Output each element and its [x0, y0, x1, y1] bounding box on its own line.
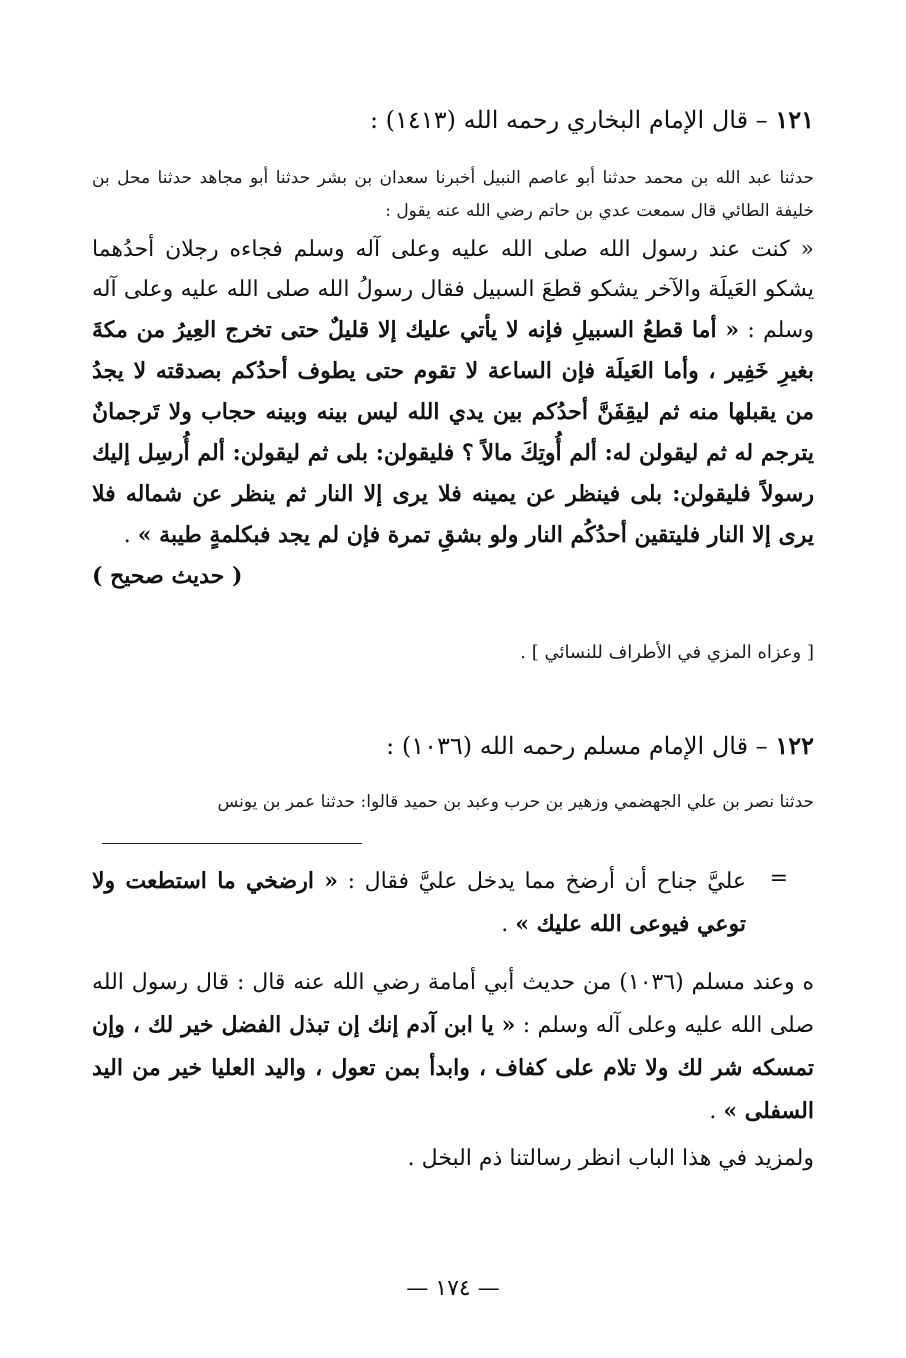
footnote-continuation-mark: = — [769, 866, 788, 891]
footnote-2-text: ه وعند مسلم (١٠٣٦) من حديث أبي أمامة رضي الله عنه قال : قال رسول الله صلى الله عليه وعلى آله وسلم : — [92, 970, 815, 1038]
hadith-121-source: – قال الإمام البخاري رحمه الله (١٤١٣) : — [369, 106, 768, 134]
footnote-divider — [102, 843, 362, 844]
footnote-paragraph-2 — [92, 962, 814, 1133]
footnote-2-end: . — [709, 1099, 724, 1124]
hadith-121-end: . — [123, 523, 138, 548]
page-number: — ١٧٤ — — [406, 1276, 500, 1301]
hadith-122-isnad: حدثنا نصر بن علي الجهضمي وزهير بن حرب وعبد بن حميد قالوا: حدثنا عمر بن يونس — [217, 792, 814, 812]
hadith-121-narration: « كنت عند رسول الله صلى الله عليه وعلى آله وسلم فجاءه رجلان أحدُهما يشكو العَيلَة والآخر يشكو قطعَ السبيل فقال رسولُ الله صلى الله عليه وعلى آله وسلم : — [92, 237, 814, 343]
footnote-1-bold-text: « ارضخي ما استطعت ولا توعي فيوعى الله عليك » — [92, 868, 746, 937]
hadith-122-source: – قال الإمام مسلم رحمه الله (١٠٣٦) : — [386, 732, 768, 760]
hadith-121-note: [ وعزاه المزي في الأطراف للنسائي ] . — [520, 642, 814, 663]
hadith-121-matn — [92, 230, 814, 596]
footnote-paragraph-1 — [92, 860, 746, 946]
footnote-1-end: . — [501, 912, 516, 937]
hadith-122-heading — [92, 730, 814, 762]
footnote-1-text: عليَّ جناح أن أرضخ مما يدخل عليَّ فقال : — [347, 869, 746, 894]
hadith-122-number: ١٢٢ — [775, 731, 814, 760]
hadith-121-heading — [92, 104, 814, 136]
footnote-2-bold-text: « يا ابن آدم إنك إن تبذل الفضل خير لك ، وإن تمسكه شر لك ولا تلام على كفاف ، وابدأ بمن تعول ، واليد العليا خير من اليد السفلى » — [92, 1012, 814, 1124]
hadith-121-isnad: حدثنا عبد الله بن محمد حدثنا أبو عاصم النبيل أخبرنا سعدان بن بشر حدثنا أبو مجاهد حدثنا محل بن خليفة الطائي قال سمعت عدي بن حاتم رضي الله عنه يقول : — [92, 168, 814, 221]
hadith-121-number: ١٢١ — [775, 105, 814, 134]
footnote-paragraph-3: ولمزيد في هذا الباب انظر رسالتنا ذم البخل . — [407, 1146, 814, 1171]
hadith-121-grade: ( حديث صحيح ) — [92, 563, 243, 589]
hadith-121-prophetic-text: « أما قطعُ السبيلِ فإنه لا يأتي عليك إلا قليلٌ حتى تخرج العِيرُ من مكةَ بغيرِ خَفِير ، وأما العَيلَة فإن الساعة لا تقوم حتى يطوف أحدُكم بصدقته لا يجدُ من يقبلها منه ثم ليقِفَنَّ أحدُكم بين يدي الله ليس بينه وبينه حجاب ولا تَرجمانٌ يترجم له ثم ليقولن له: ألم أُوتِكَ مالاً ؟ فليقولن: بلى ثم ليقولن: ألم أُرسِل إليك رسولاً فليقولن: بلى فينظر عن يمينه فلا يرى إلا النار ثم ينظر عن شماله فلا يرى إلا النار فليتقين أحدُكُم النار ولو بشقِ تمرة فإن لم يجد فبكلمةٍ طيبة » — [92, 317, 814, 548]
